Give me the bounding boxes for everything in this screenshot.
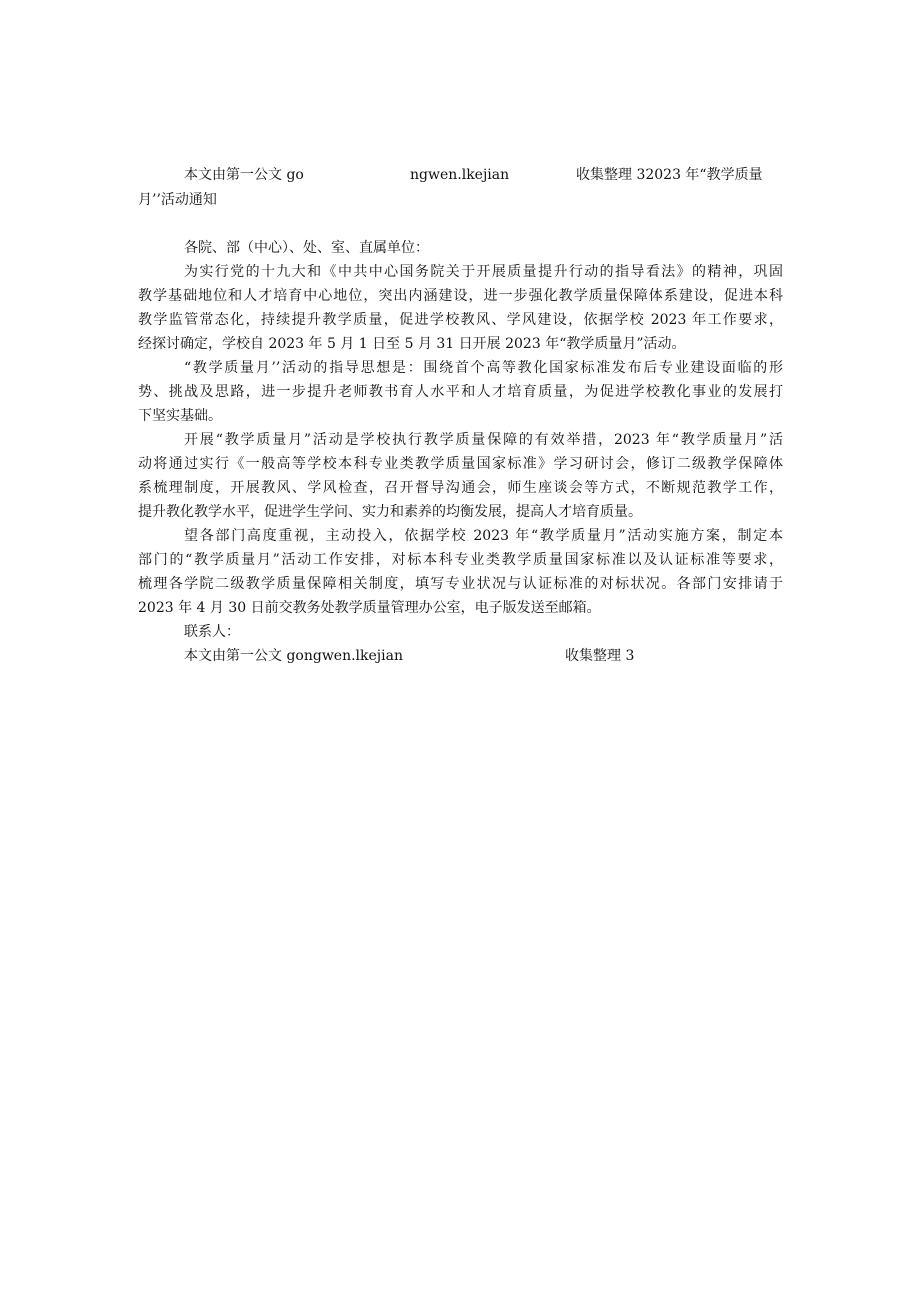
paragraph-1-line-3: 教学监管常态化，持续提升教学质量，促进学校教风、学风建设，依据学校 2023 年工作要求， [138,312,783,328]
paragraph-3-line-1: 开展“教学质量月”活动是学校执行教学质量保障的有效举措，2023 年“教学质量月”活 [184,432,783,448]
header-text-part1: 本文由第一公文 go [184,167,304,183]
paragraph-1-line-1: 为实行党的十九大和《中共中心国务院关于开展质量提升行动的指导看法》的精神，巩固 [184,264,783,280]
header-title-continued: 月’’活动通知 [138,192,217,208]
contact-label: 联系人： [184,624,240,640]
header-title: 收集整理 32023 年“教学质量 [576,167,763,183]
paragraph-1-line-4: 经探讨确定，学校自 2023 年 5 月 1 日至 5 月 31 日开展 2023 年“教学质量月”活动。 [138,336,686,352]
footer-text-part1: 本文由第一公文 gongwen.lkejian [184,648,403,664]
paragraph-2-line-1: “教学质量月’’活动的指导思想是：围绕首个高等教化国家标准发布后专业建设面临的形 [184,360,783,376]
paragraph-2-line-3: 下坚实基础。 [138,408,222,424]
paragraph-1-line-2: 教学基础地位和人才培育中心地位，突出内涵建设，进一步强化教学质量保障体系建设，促进本科 [138,288,783,304]
paragraph-4-line-2: 部门的“教学质量月”活动工作安排，对标本科专业类教学质量国家标准以及认证标准等要求， [138,552,783,568]
paragraph-4-line-1: 望各部门高度重视，主动投入，依据学校 2023 年“教学质量月”活动实施方案，制定本 [184,528,783,544]
footer-text-part2: 收集整理 3 [565,648,635,664]
salutation: 各院、部（中心）、处、室、直属单位： [184,240,429,256]
paragraph-2-line-2: 势、挑战及思路，进一步提升老师教书育人水平和人才培育质量，为促进学校教化事业的发展打 [138,384,783,400]
paragraph-4-line-3: 梳理各学院二级教学质量保障相关制度，填写专业状况与认证标准的对标状况。各部门安排请于 [138,576,783,592]
paragraph-4-line-4: 2023 年 4 月 30 日前交教务处教学质量管理办公室，电子版发送至邮箱。 [138,600,601,616]
paragraph-3-line-3: 系梳理制度，开展教风、学风检查，召开督导沟通会，师生座谈会等方式，不断规范教学工作， [138,480,783,496]
paragraph-3-line-4: 提升教化教学水平，促进学生学问、实力和素养的均衡发展，提高人才培育质量。 [138,504,642,520]
paragraph-3-line-2: 动将通过实行《一般高等学校本科专业类教学质量国家标准》学习研讨会，修订二级教学保障体 [138,456,783,472]
header-text-part2: ngwen.lkejian [410,167,510,183]
